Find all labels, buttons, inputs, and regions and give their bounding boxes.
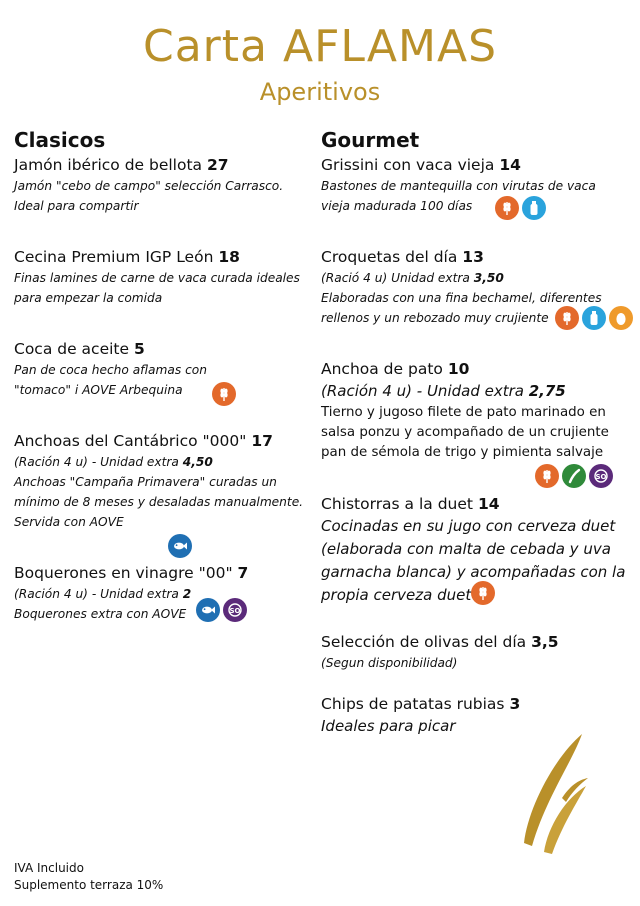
extra-price: 3,50 [473, 271, 504, 285]
item-description-line: propia cerveza duet [321, 586, 472, 604]
fish-icon [168, 534, 192, 558]
milk-icon [522, 196, 546, 220]
item-description-line: Boquerones extra con AOVE [14, 607, 187, 621]
item-description-line: Servida con AOVE [14, 515, 124, 529]
allergen-icons [212, 382, 236, 406]
item-description-line: Elaboradas con una fina bechamel, diferentes [321, 291, 602, 305]
item-price: 5 [133, 340, 145, 358]
menu-item-anchoa-pato [321, 358, 631, 463]
item-name: Jamón ibérico de bellota [14, 156, 203, 174]
footer-notes [14, 860, 163, 894]
gluten-icon [471, 581, 495, 605]
menu-item-jamon [14, 154, 314, 216]
item-price: 17 [251, 432, 273, 450]
item-price: 3 [509, 695, 521, 713]
item-name: Coca de aceite [14, 340, 130, 358]
fish-icon [196, 598, 220, 622]
menu-title: Carta AFLAMAS [143, 21, 497, 72]
item-name: Anchoa de pato [321, 360, 443, 378]
item-price: 14 [477, 495, 500, 513]
item-name: Chips de patatas rubias [321, 695, 505, 713]
item-name: Chistorras a la duet [321, 495, 473, 513]
item-price: 18 [218, 248, 240, 266]
allergen-icons [471, 581, 495, 605]
item-price: 10 [447, 360, 470, 378]
item-description-line: para empezar la comida [14, 291, 163, 305]
item-description-line: Bastones de mantequilla con virutas de vaca [321, 179, 596, 193]
item-name: Boquerones en vinagre "00" [14, 564, 233, 582]
item-description-line: mínimo de 8 meses y desaladas manualmente. [14, 495, 304, 509]
item-description-line: (Segun disponibilidad) [321, 656, 458, 670]
menu-item-croquetas [321, 246, 631, 328]
menu-item-olivas [321, 631, 631, 673]
item-name: Anchoas del Cantábrico "000" [14, 432, 247, 450]
allergen-icons [495, 196, 546, 220]
item-name: Grissini con vaca vieja [321, 156, 495, 174]
item-description-line: (elaborada con malta de cebada y uva [321, 540, 611, 558]
extra-label: (Ración 4 u) - Unidad extra [14, 455, 183, 469]
item-description-line: rellenos y un rebozado muy crujiente [321, 311, 549, 325]
allergen-icons [535, 464, 613, 488]
menu-subtitle: Aperitivos [259, 78, 381, 106]
item-description-line: Ideal para compartir [14, 199, 139, 213]
menu-item-grissini [321, 154, 631, 216]
item-extra [321, 380, 631, 403]
item-price: 27 [206, 156, 229, 174]
item-description-line: "tomaco" i AOVE Arbequina [14, 383, 183, 397]
item-price: 3,5 [531, 633, 559, 651]
extra-price: 4,50 [182, 455, 213, 469]
terrace-note: Suplemento terraza 10% [14, 878, 164, 892]
item-name: Selección de olivas del día [321, 633, 527, 651]
item-extra [321, 268, 631, 288]
gluten-icon [555, 306, 579, 330]
item-description-line: Pan de coca hecho aflamas con [14, 363, 207, 377]
gluten-icon [212, 382, 236, 406]
extra-label: (Ración 4 u) - Unidad extra [321, 382, 529, 400]
item-extra [14, 584, 314, 604]
allergen-icons [555, 306, 633, 330]
egg-icon [609, 306, 633, 330]
item-description-line: Cocinadas en su jugo con cerveza duet [321, 517, 616, 535]
item-price: 14 [499, 156, 521, 174]
item-description-line: salsa ponzu y acompañado de un crujiente [321, 425, 609, 440]
gluten-icon [495, 196, 519, 220]
clasicos-column [14, 126, 314, 624]
menu-item-chistorras [321, 493, 631, 607]
item-description-line: Anchoas "Campaña Primavera" curadas un [14, 475, 277, 489]
item-price: 7 [237, 564, 249, 582]
allergen-icons [168, 534, 192, 558]
extra-price: 2 [182, 587, 192, 601]
sulphites-icon [223, 598, 247, 622]
section-heading-clasicos: Clasicos [14, 128, 106, 152]
menu-item-anchoas [14, 430, 314, 532]
milk-icon [582, 306, 606, 330]
item-name: Cecina Premium IGP León [14, 248, 214, 266]
item-description-line: Jamón "cebo de campo" selección Carrasco. [14, 179, 284, 193]
item-price: 13 [462, 248, 484, 266]
menu-item-cecina [14, 246, 314, 308]
item-description-line: vieja madurada 100 días [321, 199, 473, 213]
gourmet-column [321, 126, 631, 738]
menu-item-boquerones [14, 562, 314, 624]
item-description-line: pan de sémola de trigo y pimienta salvaje [321, 445, 604, 460]
wheat-leaf-decoration [514, 728, 594, 858]
extra-label: (Ración 4 u) - Unidad extra [14, 587, 183, 601]
extra-price: 2,75 [528, 382, 566, 400]
item-description-line: garnacha blanca) y acompañadas con la [321, 563, 626, 581]
gluten-icon [535, 464, 559, 488]
item-description-line: Finas lamines de carne de vaca curada ideales [14, 271, 300, 285]
allergen-icons [196, 598, 247, 622]
tax-note: IVA Incluido [14, 861, 84, 875]
sulphites-icon [589, 464, 613, 488]
item-description-line: Ideales para picar [321, 717, 456, 735]
extra-label: (Ració 4 u) Unidad extra [321, 271, 474, 285]
item-name: Croquetas del día [321, 248, 463, 266]
section-heading-gourmet: Gourmet [321, 128, 420, 152]
item-description-line: Tierno y jugoso filete de pato marinado en [321, 405, 606, 420]
celery-icon [562, 464, 586, 488]
menu-item-coca [14, 338, 314, 400]
item-extra [14, 452, 314, 472]
